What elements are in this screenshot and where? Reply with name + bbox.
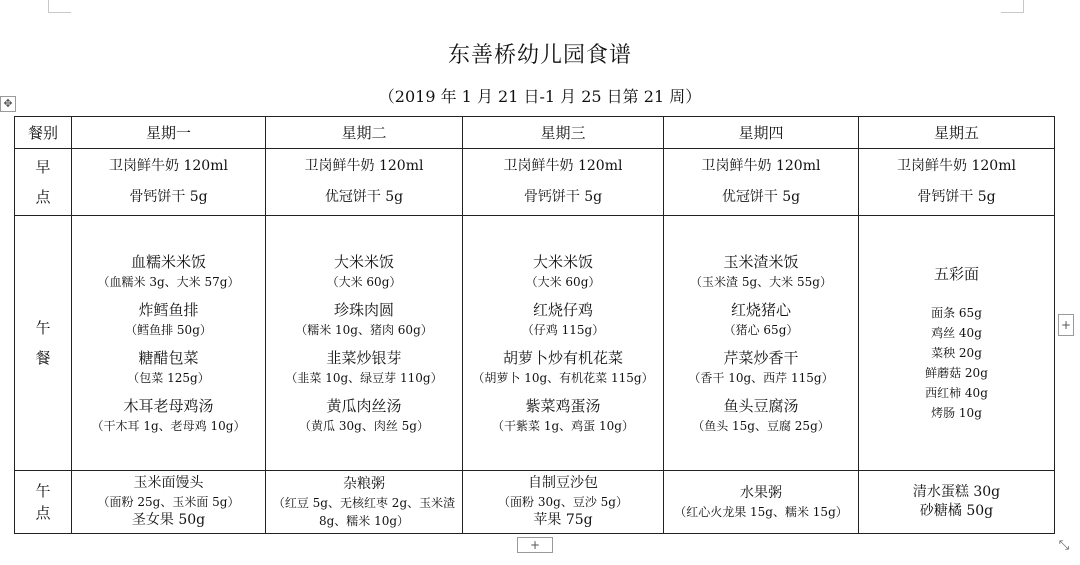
dish (266, 251, 462, 291)
dish (266, 347, 462, 387)
header-wednesday: 星期三 (463, 117, 664, 149)
dish (664, 251, 858, 291)
page-corner-mark-right (1001, 0, 1024, 13)
dish-ingredients: （鳕鱼排 50g） (125, 323, 212, 337)
snack-name: 水果粥 (740, 484, 782, 501)
dish-name: 血糯米米饭 (130, 253, 206, 271)
dish (463, 395, 663, 435)
breakfast-item: 优冠饼干 5g (324, 189, 404, 205)
menu-table (14, 116, 1055, 534)
ingredient-item: 鸡丝 40g (931, 326, 982, 340)
dish (72, 251, 265, 291)
dish-ingredients: （黄瓜 30g、肉丝 5g） (299, 419, 429, 433)
dish-ingredients: （猪心 65g） (723, 323, 799, 337)
dish (266, 299, 462, 339)
lunch-label-1: 午 (35, 319, 51, 337)
breakfast-item: 骨钙饼干 5g (129, 189, 208, 205)
lunch-row (15, 216, 1055, 471)
ingredient-item: 菜秧 20g (931, 346, 982, 360)
breakfast-cell (859, 149, 1055, 216)
dish-name: 韭菜炒银芽 (326, 349, 402, 367)
ingredient-item: 鲜蘑菇 20g (925, 366, 988, 380)
dish (664, 347, 858, 387)
breakfast-item: 骨钙饼干 5g (917, 189, 996, 205)
page-corner-mark-left (48, 0, 71, 13)
header-monday: 星期一 (72, 117, 266, 149)
dish-name: 紫菜鸡蛋汤 (525, 397, 601, 415)
dish-name: 糖醋包菜 (138, 349, 199, 367)
dish-ingredients: （干紫菜 1g、鸡蛋 10g） (492, 419, 634, 433)
snack-name: 玉米面馒头 (133, 475, 204, 491)
lunch-cell (664, 216, 859, 471)
snack-cell (859, 471, 1055, 534)
breakfast-row (15, 149, 1055, 216)
dish-name: 大米米饭 (333, 253, 394, 271)
dish (664, 395, 858, 435)
dish-ingredients: （香干 10g、西芹 115g） (688, 371, 834, 385)
page-subtitle: （2019 年 1 月 21 日-1 月 25 日第 21 周） (378, 87, 702, 106)
page-title: 东善桥幼儿园食谱 (447, 43, 632, 68)
dish-name: 大米米饭 (532, 253, 593, 271)
add-row-button[interactable]: + (517, 537, 553, 553)
header-friday: 星期五 (859, 117, 1055, 149)
dish-ingredients: （包菜 125g） (127, 371, 210, 385)
snack-row (15, 471, 1055, 534)
dish-name: 炸鳕鱼排 (138, 301, 199, 319)
header-row (15, 117, 1055, 149)
snack-ingredients: （红豆 5g、无核红枣 2g、玉米渣 8g、糯米 10g） (272, 495, 456, 528)
dish (463, 347, 663, 387)
header-meal-type: 餐别 (15, 117, 72, 149)
dish-ingredients: （干木耳 1g、老母鸡 10g） (91, 419, 246, 433)
dish-ingredients: （胡萝卜 10g、有机花菜 115g） (472, 371, 654, 385)
dish-name: 胡萝卜炒有机花菜 (502, 349, 623, 367)
snack-label-2: 点 (35, 504, 51, 522)
dish-name: 红烧猪心 (730, 301, 791, 319)
breakfast-cell (72, 149, 266, 216)
lunch-cell (463, 216, 664, 471)
snack-name: 杂粮粥 (343, 475, 385, 492)
snack-ingredients: （面粉 30g、豆沙 5g） (498, 495, 628, 509)
breakfast-label-1: 早 (35, 158, 51, 176)
snack-extra: 苹果 75g (533, 512, 593, 528)
table-resize-handle-icon[interactable]: ⤡ (1058, 538, 1070, 553)
dish-ingredients: （大米 60g） (525, 275, 601, 289)
dish (664, 299, 858, 339)
breakfast-label (15, 149, 72, 216)
dish-name: 黄瓜肉丝汤 (326, 397, 402, 415)
breakfast-cell (266, 149, 463, 216)
dish (72, 299, 265, 339)
dish-ingredients: （仔鸡 115g） (521, 323, 605, 337)
snack-name: 自制豆沙包 (528, 475, 598, 491)
snack-cell (266, 471, 463, 534)
dish-name: 珍珠肉圆 (333, 301, 394, 319)
dish-name: 芹菜炒香干 (723, 349, 799, 367)
snack-cell (463, 471, 664, 534)
lunch-label-2: 餐 (35, 349, 51, 367)
breakfast-item: 骨钙饼干 5g (523, 189, 603, 205)
dish-ingredients: （大米 60g） (326, 275, 402, 289)
dish (72, 395, 265, 435)
dish-ingredients: （糯米 10g、猪肉 60g） (295, 323, 433, 337)
dish-ingredients: （玉米渣 5g、大米 55g） (690, 275, 832, 289)
dish-ingredients: （血糯米 3g、大米 57g） (97, 275, 240, 289)
snack-label (15, 471, 72, 534)
breakfast-item: 优冠饼干 5g (721, 189, 801, 205)
table-move-handle-icon[interactable]: ✥ (0, 96, 16, 112)
snack-ingredients: （面粉 25g、玉米面 5g） (97, 495, 240, 509)
snack-name: 清水蛋糕 30g (912, 484, 1001, 500)
lunch-cell-friday (859, 216, 1055, 471)
header-thursday: 星期四 (664, 117, 859, 149)
snack-extra: 圣女果 50g (131, 512, 206, 528)
snack-cell (72, 471, 266, 534)
ingredient-item: 西红柿 40g (925, 386, 988, 400)
breakfast-cell (664, 149, 859, 216)
dish-ingredients: （韭菜 10g、绿豆芽 110g） (285, 371, 443, 385)
dish-name: 鱼头豆腐汤 (723, 397, 799, 415)
breakfast-item: 卫岗鲜牛奶 120ml (109, 158, 228, 174)
header-tuesday: 星期二 (266, 117, 463, 149)
breakfast-item: 卫岗鲜牛奶 120ml (503, 158, 623, 174)
dish-name: 红烧仔鸡 (532, 301, 593, 319)
lunch-cell (72, 216, 266, 471)
lunch-label (15, 216, 72, 471)
breakfast-item: 卫岗鲜牛奶 120ml (304, 158, 424, 174)
ingredient-item: 面条 65g (931, 306, 982, 320)
snack-extra: 砂糖橘 50g (919, 503, 994, 519)
breakfast-item: 卫岗鲜牛奶 120ml (701, 158, 821, 174)
dish-name: 木耳老母鸡汤 (123, 397, 214, 415)
snack-cell (664, 471, 859, 534)
ingredient-item: 烤肠 10g (931, 406, 982, 420)
breakfast-item: 卫岗鲜牛奶 120ml (897, 158, 1016, 174)
lunch-cell (266, 216, 463, 471)
snack-label-1: 午 (35, 482, 51, 500)
dish (463, 251, 663, 291)
snack-ingredients: （红心火龙果 15g、糯米 15g） (674, 504, 848, 519)
dish (266, 395, 462, 435)
dish-ingredients: （鱼头 15g、豆腐 25g） (692, 419, 830, 433)
dish (72, 347, 265, 387)
breakfast-cell (463, 149, 664, 216)
dish-name: 五彩面 (933, 265, 979, 283)
dish-name: 玉米渣米饭 (723, 253, 799, 271)
dish (463, 299, 663, 339)
breakfast-label-2: 点 (35, 188, 51, 206)
add-column-button[interactable]: + (1058, 314, 1074, 336)
